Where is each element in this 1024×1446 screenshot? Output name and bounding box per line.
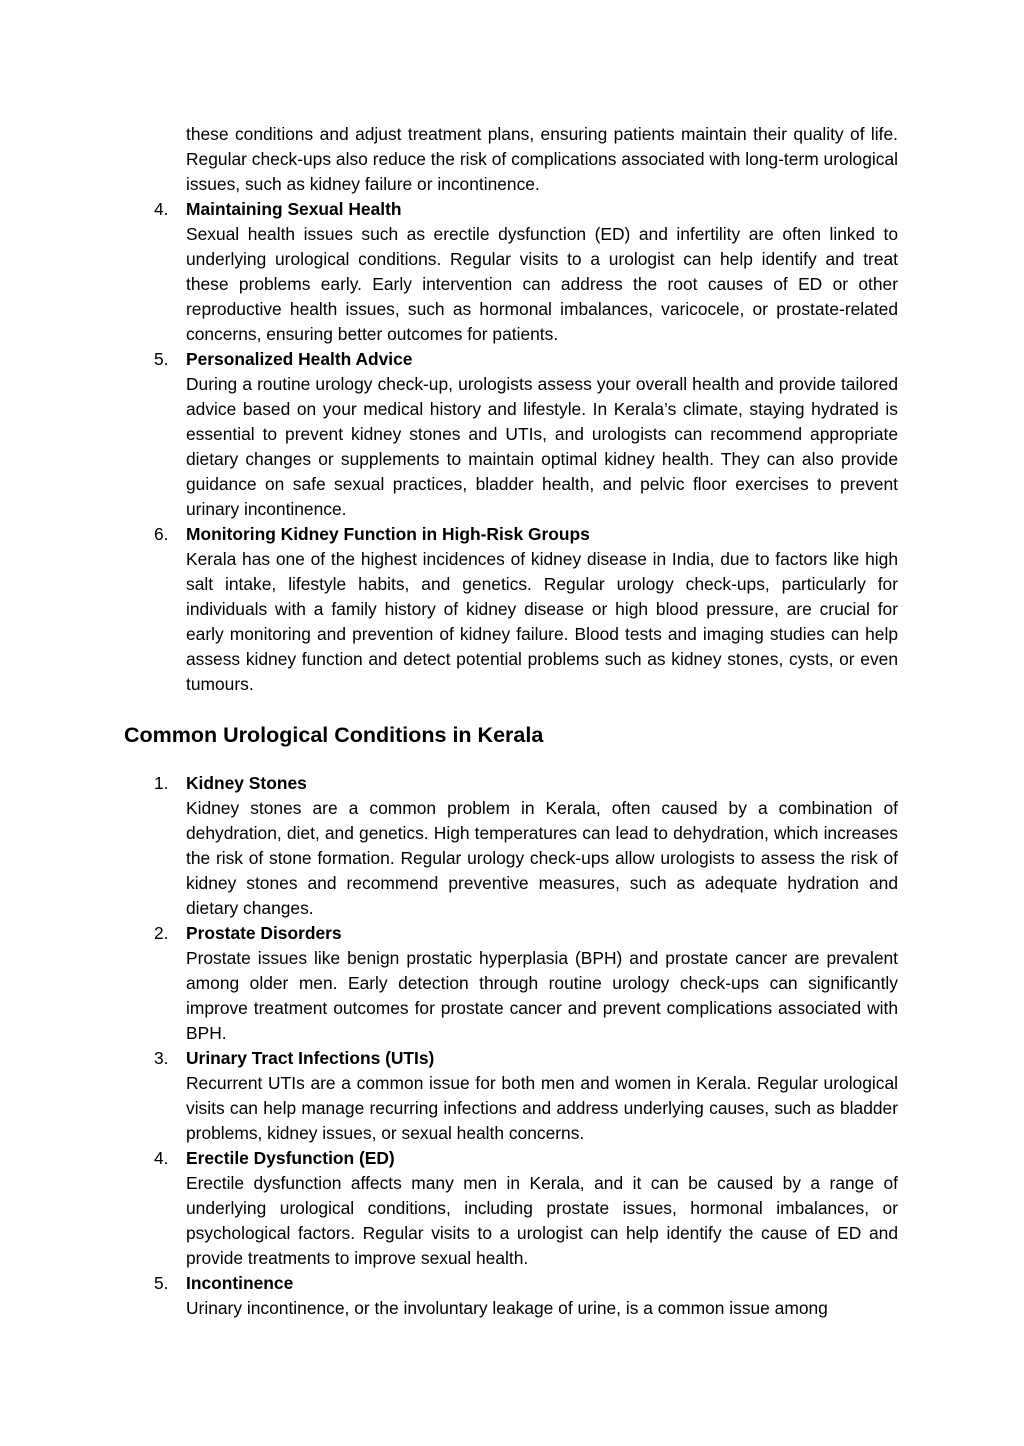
list-item-number: 3. [154, 1048, 169, 1068]
list-item-number: 1. [154, 773, 169, 793]
list-item-heading: Erectile Dysfunction (ED) [186, 1148, 395, 1168]
list-item-body: Urinary incontinence, or the involuntary leakage of urine, is a common issue among [186, 1298, 828, 1318]
list-item-heading: Urinary Tract Infections (UTIs) [186, 1048, 435, 1068]
list-item-number: 5. [154, 349, 169, 369]
section-heading: Common Urological Conditions in Kerala [124, 723, 544, 747]
list-item [0, 921, 1024, 1046]
list-item-heading: Incontinence [186, 1273, 294, 1293]
list-item-heading: Personalized Health Advice [186, 349, 413, 369]
conditions-list [0, 771, 1024, 1321]
list-item [0, 522, 1024, 697]
list-item-number: 4. [154, 199, 169, 219]
list-item [0, 347, 1024, 522]
list-item-heading: Prostate Disorders [186, 923, 342, 943]
list-item-number: 5. [154, 1273, 169, 1293]
list-item-heading: Maintaining Sexual Health [186, 199, 402, 219]
intro-paragraph: these conditions and adjust treatment plans, ensuring patients maintain their quality of life. Regular check-ups also reduce the risk of complications associated with long-term urological issues, such as kidney failure or incontinence. [186, 124, 898, 194]
benefits-list [0, 197, 1024, 697]
list-item-heading: Kidney Stones [186, 773, 307, 793]
list-item [0, 1146, 1024, 1271]
list-item-body: Kidney stones are a common problem in Kerala, often caused by a combination of dehydration, diet, and genetics. High temperatures can lead to dehydration, which increases the risk of stone formation. Regular urology check-ups allow urologists to assess the risk of kidney stones and recommend preventive measures, such as adequate hydration and dietary changes. [186, 798, 898, 918]
list-item [0, 771, 1024, 921]
list-item-body: Sexual health issues such as erectile dysfunction (ED) and infertility are often linked to underlying urological conditions. Regular visits to a urologist can help identify and treat these problems early. Early intervention can address the root causes of ED or other reproductive health issues, such as hormonal imbalances, varicocele, or prostate-related concerns, ensuring better outcomes for patients. [186, 224, 898, 344]
list-item-body: Recurrent UTIs are a common issue for both men and women in Kerala. Regular urological visits can help manage recurring infections and address underlying causes, such as bladder problems, kidney issues, or sexual health concerns. [186, 1073, 898, 1143]
list-item [0, 1046, 1024, 1146]
list-item-heading: Monitoring Kidney Function in High-Risk Groups [186, 524, 590, 544]
list-item-number: 2. [154, 923, 169, 943]
list-item-body: Erectile dysfunction affects many men in Kerala, and it can be caused by a range of underlying urological conditions, including prostate issues, hormonal imbalances, or psychological factors. Regular visits to a urologist can help identify the cause of ED and provide treatments to improve sexual health. [186, 1173, 898, 1268]
list-item-number: 6. [154, 524, 169, 544]
list-item [0, 1271, 1024, 1321]
list-item-number: 4. [154, 1148, 169, 1168]
list-item-body: Prostate issues like benign prostatic hyperplasia (BPH) and prostate cancer are prevalent among older men. Early detection through routine urology check-ups can significantly improve treatment outcomes for prostate cancer and prevent complications associated with BPH. [186, 948, 898, 1043]
list-item-body: During a routine urology check-up, urologists assess your overall health and provide tailored advice based on your medical history and lifestyle. In Kerala’s climate, staying hydrated is essential to prevent kidney stones and UTIs, and urologists can recommend appropriate dietary changes or supplements to maintain optimal kidney health. They can also provide guidance on safe sexual practices, bladder health, and pelvic floor exercises to prevent urinary incontinence. [186, 374, 898, 519]
list-item [0, 197, 1024, 347]
list-item-body: Kerala has one of the highest incidences of kidney disease in India, due to factors like high salt intake, lifestyle habits, and genetics. Regular urology check-ups, particularly for individuals with a family history of kidney disease or high blood pressure, are crucial for early monitoring and prevention of kidney failure. Blood tests and imaging studies can help assess kidney function and detect potential problems such as kidney stones, cysts, or even tumours. [186, 549, 898, 694]
